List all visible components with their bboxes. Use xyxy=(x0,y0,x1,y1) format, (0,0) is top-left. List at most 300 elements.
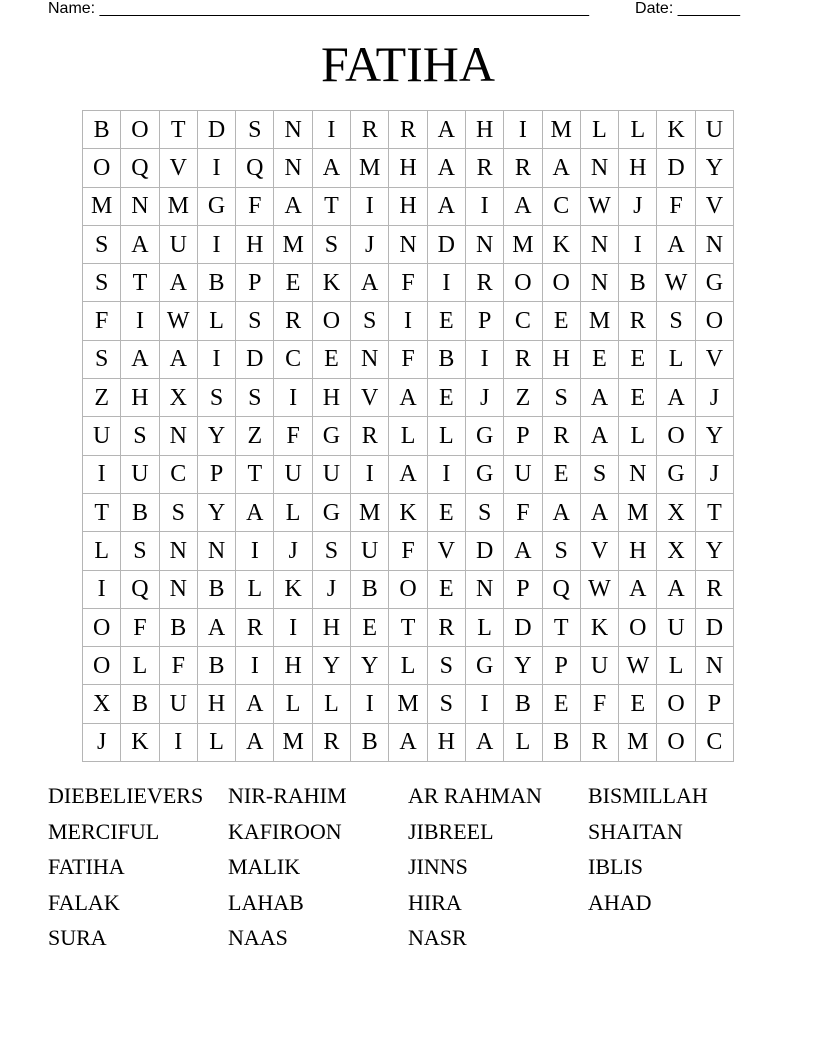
grid-cell[interactable]: O xyxy=(619,609,657,647)
grid-cell[interactable]: I xyxy=(351,685,389,723)
grid-cell[interactable]: J xyxy=(313,571,351,609)
grid-cell[interactable]: N xyxy=(160,571,198,609)
grid-cell[interactable]: S xyxy=(466,494,504,532)
grid-cell[interactable]: R xyxy=(274,302,312,340)
grid-cell[interactable]: A xyxy=(543,149,581,187)
grid-cell[interactable]: A xyxy=(389,724,427,762)
grid-cell[interactable]: M xyxy=(274,724,312,762)
grid-cell[interactable]: E xyxy=(274,264,312,302)
grid-cell[interactable]: S xyxy=(160,494,198,532)
grid-cell[interactable]: E xyxy=(428,571,466,609)
grid-cell[interactable]: A xyxy=(160,264,198,302)
grid-cell[interactable]: N xyxy=(581,264,619,302)
grid-cell[interactable]: J xyxy=(83,724,121,762)
grid-cell[interactable]: B xyxy=(198,647,236,685)
grid-cell[interactable]: G xyxy=(696,264,734,302)
grid-cell[interactable]: S xyxy=(581,456,619,494)
grid-cell[interactable]: B xyxy=(619,264,657,302)
grid-cell[interactable]: L xyxy=(466,609,504,647)
grid-cell[interactable]: B xyxy=(351,571,389,609)
grid-cell[interactable]: L xyxy=(121,647,159,685)
grid-cell[interactable]: F xyxy=(121,609,159,647)
grid-cell[interactable]: G xyxy=(313,417,351,455)
grid-cell[interactable]: T xyxy=(121,264,159,302)
grid-cell[interactable]: V xyxy=(696,341,734,379)
grid-cell[interactable]: H xyxy=(236,226,274,264)
word-list-item: NIR-RAHIM xyxy=(228,783,347,808)
word-list-item: NASR xyxy=(408,925,467,951)
grid-cell[interactable]: N xyxy=(198,532,236,570)
grid-cell[interactable]: A xyxy=(619,571,657,609)
grid-cell[interactable]: C xyxy=(504,302,542,340)
grid-cell[interactable]: S xyxy=(83,341,121,379)
grid-cell[interactable]: T xyxy=(543,609,581,647)
grid-cell[interactable]: I xyxy=(351,188,389,226)
grid-cell[interactable]: Z xyxy=(504,379,542,417)
grid-cell[interactable]: F xyxy=(504,494,542,532)
grid-cell[interactable]: M xyxy=(581,302,619,340)
grid-cell[interactable]: L xyxy=(198,302,236,340)
grid-cell[interactable]: I xyxy=(236,532,274,570)
grid-cell[interactable]: Y xyxy=(504,647,542,685)
grid-cell[interactable]: K xyxy=(313,264,351,302)
grid-cell[interactable]: X xyxy=(657,532,695,570)
grid-cell[interactable]: E xyxy=(619,685,657,723)
grid-cell[interactable]: R xyxy=(466,264,504,302)
grid-cell[interactable]: S xyxy=(657,302,695,340)
grid-cell[interactable]: S xyxy=(313,532,351,570)
grid-cell[interactable]: H xyxy=(313,379,351,417)
grid-cell[interactable]: F xyxy=(160,647,198,685)
grid-cell[interactable]: I xyxy=(466,188,504,226)
grid-cell[interactable]: L xyxy=(657,341,695,379)
grid-cell[interactable]: T xyxy=(313,188,351,226)
grid-cell[interactable]: L xyxy=(581,111,619,149)
grid-cell[interactable]: F xyxy=(581,685,619,723)
grid-cell[interactable]: U xyxy=(581,647,619,685)
grid-cell[interactable]: U xyxy=(160,685,198,723)
grid-cell[interactable]: G xyxy=(198,188,236,226)
grid-cell[interactable]: L xyxy=(428,417,466,455)
word-list-item: FATIHA xyxy=(48,854,125,880)
grid-cell[interactable]: A xyxy=(428,111,466,149)
grid-cell[interactable]: S xyxy=(236,302,274,340)
grid-cell[interactable]: Z xyxy=(83,379,121,417)
grid-cell[interactable]: R xyxy=(313,724,351,762)
grid-cell[interactable]: N xyxy=(121,188,159,226)
grid-cell[interactable]: N xyxy=(466,226,504,264)
grid-cell[interactable]: D xyxy=(466,532,504,570)
grid-cell[interactable]: A xyxy=(657,379,695,417)
grid-cell[interactable]: O xyxy=(696,302,734,340)
grid-cell[interactable]: W xyxy=(657,264,695,302)
grid-cell[interactable]: S xyxy=(428,647,466,685)
grid-cell[interactable]: E xyxy=(543,302,581,340)
grid-cell[interactable]: O xyxy=(657,724,695,762)
grid-cell[interactable]: K xyxy=(389,494,427,532)
grid-cell[interactable]: E xyxy=(428,494,466,532)
grid-cell[interactable]: M xyxy=(504,226,542,264)
grid-cell[interactable]: T xyxy=(83,494,121,532)
grid-cell[interactable]: A xyxy=(466,724,504,762)
grid-cell[interactable]: I xyxy=(198,341,236,379)
grid-cell[interactable]: B xyxy=(543,724,581,762)
grid-cell[interactable]: W xyxy=(619,647,657,685)
grid-cell[interactable]: L xyxy=(274,494,312,532)
word-list-item: IBLIS xyxy=(588,854,643,880)
grid-cell[interactable]: G xyxy=(657,456,695,494)
grid-cell[interactable]: I xyxy=(83,456,121,494)
grid-cell[interactable]: U xyxy=(274,456,312,494)
grid-cell[interactable]: L xyxy=(83,532,121,570)
grid-cell[interactable]: M xyxy=(274,226,312,264)
grid-cell[interactable]: B xyxy=(121,494,159,532)
grid-cell[interactable]: I xyxy=(121,302,159,340)
grid-cell[interactable]: H xyxy=(619,149,657,187)
grid-cell[interactable]: P xyxy=(504,571,542,609)
grid-cell[interactable]: Q xyxy=(543,571,581,609)
grid-cell[interactable]: A xyxy=(274,188,312,226)
grid-cell[interactable]: Q xyxy=(236,149,274,187)
grid-cell[interactable]: N xyxy=(160,532,198,570)
grid-cell[interactable]: U xyxy=(696,111,734,149)
grid-cell[interactable]: O xyxy=(313,302,351,340)
grid-cell[interactable]: A xyxy=(236,724,274,762)
grid-cell[interactable]: A xyxy=(121,341,159,379)
grid-cell[interactable]: J xyxy=(351,226,389,264)
grid-cell[interactable]: N xyxy=(389,226,427,264)
grid-cell[interactable]: M xyxy=(619,724,657,762)
grid-cell[interactable]: P xyxy=(696,685,734,723)
grid-cell[interactable]: A xyxy=(389,456,427,494)
grid-cell[interactable]: I xyxy=(466,685,504,723)
grid-cell[interactable]: F xyxy=(274,417,312,455)
grid-cell[interactable]: A xyxy=(160,341,198,379)
grid-cell[interactable]: P xyxy=(236,264,274,302)
grid-cell[interactable]: H xyxy=(274,647,312,685)
grid-cell[interactable]: K xyxy=(657,111,695,149)
grid-cell[interactable]: I xyxy=(274,609,312,647)
word-list-item: JIBREEL xyxy=(408,818,494,844)
grid-cell[interactable]: D xyxy=(696,609,734,647)
grid-cell[interactable]: A xyxy=(351,264,389,302)
grid-cell[interactable]: L xyxy=(619,111,657,149)
grid-cell[interactable]: W xyxy=(581,188,619,226)
grid-cell[interactable]: M xyxy=(543,111,581,149)
grid-cell[interactable]: R xyxy=(504,341,542,379)
word-list-item: SURA xyxy=(48,925,107,951)
grid-cell[interactable]: R xyxy=(428,609,466,647)
grid-cell[interactable]: I xyxy=(428,456,466,494)
grid-cell[interactable]: A xyxy=(657,571,695,609)
grid-cell[interactable]: P xyxy=(198,456,236,494)
word-list-item: AR RAHMAN xyxy=(408,783,542,808)
grid-cell[interactable]: N xyxy=(274,149,312,187)
grid-cell[interactable]: O xyxy=(657,417,695,455)
grid-cell[interactable]: E xyxy=(313,341,351,379)
word-list-item: NAAS xyxy=(228,925,288,951)
grid-cell[interactable]: O xyxy=(121,111,159,149)
grid-cell[interactable]: Y xyxy=(198,417,236,455)
grid-cell[interactable]: A xyxy=(581,417,619,455)
word-list-item: DIEBELIEVERS xyxy=(48,783,204,808)
grid-cell[interactable]: F xyxy=(657,188,695,226)
grid-cell[interactable]: R xyxy=(619,302,657,340)
grid-cell[interactable]: A xyxy=(581,494,619,532)
grid-cell[interactable]: K xyxy=(581,609,619,647)
grid-cell[interactable]: G xyxy=(466,417,504,455)
grid-cell[interactable]: H xyxy=(198,685,236,723)
grid-cell[interactable]: O xyxy=(543,264,581,302)
grid-cell[interactable]: S xyxy=(236,111,274,149)
grid-cell[interactable]: P xyxy=(543,647,581,685)
grid-cell[interactable]: A xyxy=(504,188,542,226)
grid-cell[interactable]: U xyxy=(351,532,389,570)
grid-cell[interactable]: Y xyxy=(696,417,734,455)
grid-cell[interactable]: S xyxy=(198,379,236,417)
grid-cell[interactable]: L xyxy=(274,685,312,723)
grid-cell[interactable]: U xyxy=(504,456,542,494)
word-list-item: SHAITAN xyxy=(588,818,683,844)
grid-cell[interactable]: A xyxy=(198,609,236,647)
grid-cell[interactable]: L xyxy=(198,724,236,762)
grid-cell[interactable]: I xyxy=(619,226,657,264)
grid-cell[interactable]: Q xyxy=(121,571,159,609)
grid-cell[interactable]: D xyxy=(428,226,466,264)
grid-cell[interactable]: U xyxy=(160,226,198,264)
grid-cell[interactable]: M xyxy=(389,685,427,723)
grid-cell[interactable]: D xyxy=(198,111,236,149)
grid-cell[interactable]: B xyxy=(83,111,121,149)
grid-cell[interactable]: H xyxy=(543,341,581,379)
grid-cell[interactable]: S xyxy=(543,379,581,417)
grid-cell[interactable]: V xyxy=(160,149,198,187)
grid-cell[interactable]: S xyxy=(543,532,581,570)
grid-cell[interactable]: N xyxy=(466,571,504,609)
grid-cell[interactable]: H xyxy=(121,379,159,417)
grid-cell[interactable]: P xyxy=(466,302,504,340)
grid-cell[interactable]: X xyxy=(657,494,695,532)
grid-cell[interactable]: H xyxy=(313,609,351,647)
grid-cell[interactable]: O xyxy=(389,571,427,609)
grid-cell[interactable]: E xyxy=(619,379,657,417)
grid-cell[interactable]: I xyxy=(236,647,274,685)
grid-cell[interactable]: I xyxy=(466,341,504,379)
grid-cell[interactable]: F xyxy=(389,341,427,379)
grid-cell[interactable]: V xyxy=(581,532,619,570)
grid-cell[interactable]: J xyxy=(274,532,312,570)
grid-cell[interactable]: M xyxy=(351,494,389,532)
grid-cell[interactable]: D xyxy=(504,609,542,647)
grid-cell[interactable]: O xyxy=(657,685,695,723)
grid-cell[interactable]: N xyxy=(160,417,198,455)
grid-cell[interactable]: C xyxy=(274,341,312,379)
grid-cell[interactable]: E xyxy=(581,341,619,379)
word-list-item: LAHAB xyxy=(228,889,304,915)
grid-cell[interactable]: N xyxy=(696,647,734,685)
grid-cell[interactable]: A xyxy=(389,379,427,417)
grid-cell[interactable]: M xyxy=(619,494,657,532)
grid-cell[interactable]: A xyxy=(313,149,351,187)
grid-cell[interactable]: I xyxy=(198,226,236,264)
grid-cell[interactable]: A xyxy=(428,188,466,226)
grid-cell[interactable]: V xyxy=(428,532,466,570)
grid-cell[interactable]: P xyxy=(504,417,542,455)
grid-cell[interactable]: H xyxy=(389,188,427,226)
grid-cell[interactable]: A xyxy=(121,226,159,264)
grid-cell[interactable]: O xyxy=(504,264,542,302)
grid-cell[interactable]: I xyxy=(160,724,198,762)
grid-cell[interactable]: Y xyxy=(696,149,734,187)
grid-cell[interactable]: B xyxy=(160,609,198,647)
grid-cell[interactable]: J xyxy=(696,456,734,494)
grid-cell[interactable]: O xyxy=(83,647,121,685)
grid-cell[interactable]: Y xyxy=(696,532,734,570)
grid-cell[interactable]: N xyxy=(619,456,657,494)
grid-cell[interactable]: U xyxy=(83,417,121,455)
grid-cell[interactable]: Y xyxy=(313,647,351,685)
grid-cell[interactable]: Q xyxy=(121,149,159,187)
grid-cell[interactable]: R xyxy=(351,111,389,149)
grid-cell[interactable]: R xyxy=(466,149,504,187)
grid-cell[interactable]: L xyxy=(657,647,695,685)
grid-cell[interactable]: C xyxy=(696,724,734,762)
grid-cell[interactable]: K xyxy=(543,226,581,264)
grid-cell[interactable]: A xyxy=(657,226,695,264)
grid-cell[interactable]: L xyxy=(389,647,427,685)
grid-cell[interactable]: R xyxy=(696,571,734,609)
grid-cell[interactable]: L xyxy=(313,685,351,723)
grid-cell[interactable]: U xyxy=(313,456,351,494)
grid-cell[interactable]: B xyxy=(121,685,159,723)
grid-cell[interactable]: U xyxy=(657,609,695,647)
grid-cell[interactable]: A xyxy=(236,685,274,723)
grid-cell[interactable]: M xyxy=(83,188,121,226)
grid-cell[interactable]: N xyxy=(696,226,734,264)
grid-cell[interactable]: N xyxy=(581,226,619,264)
grid-cell[interactable]: Y xyxy=(351,647,389,685)
grid-cell[interactable]: H xyxy=(428,724,466,762)
grid-cell[interactable]: G xyxy=(313,494,351,532)
grid-cell[interactable]: V xyxy=(696,188,734,226)
grid-cell[interactable]: A xyxy=(236,494,274,532)
grid-cell[interactable]: T xyxy=(236,456,274,494)
grid-cell[interactable]: K xyxy=(274,571,312,609)
grid-cell[interactable]: G xyxy=(466,456,504,494)
grid-cell[interactable]: J xyxy=(619,188,657,226)
grid-cell[interactable]: S xyxy=(428,685,466,723)
grid-cell[interactable]: G xyxy=(466,647,504,685)
grid-cell[interactable]: F xyxy=(236,188,274,226)
grid-cell[interactable]: T xyxy=(389,609,427,647)
grid-cell[interactable]: H xyxy=(619,532,657,570)
grid-cell[interactable]: O xyxy=(83,609,121,647)
grid-cell[interactable]: R xyxy=(389,111,427,149)
grid-cell[interactable]: F xyxy=(83,302,121,340)
grid-cell[interactable]: I xyxy=(428,264,466,302)
grid-cell[interactable]: U xyxy=(121,456,159,494)
grid-cell[interactable]: R xyxy=(543,417,581,455)
grid-cell[interactable]: A xyxy=(504,532,542,570)
grid-cell[interactable]: F xyxy=(389,264,427,302)
grid-cell[interactable]: L xyxy=(619,417,657,455)
grid-cell[interactable]: E xyxy=(428,379,466,417)
grid-cell[interactable]: V xyxy=(351,379,389,417)
grid-cell[interactable]: Z xyxy=(236,417,274,455)
grid-cell[interactable]: O xyxy=(83,149,121,187)
grid-cell[interactable]: I xyxy=(198,149,236,187)
grid-cell[interactable]: L xyxy=(389,417,427,455)
grid-cell[interactable]: B xyxy=(198,264,236,302)
grid-cell[interactable]: W xyxy=(581,571,619,609)
grid-cell[interactable]: N xyxy=(581,149,619,187)
grid-cell[interactable]: R xyxy=(236,609,274,647)
grid-cell[interactable]: T xyxy=(696,494,734,532)
grid-cell[interactable]: X xyxy=(160,379,198,417)
grid-cell[interactable]: I xyxy=(313,111,351,149)
grid-cell[interactable]: X xyxy=(83,685,121,723)
grid-cell[interactable]: N xyxy=(351,341,389,379)
grid-cell[interactable]: A xyxy=(428,149,466,187)
grid-cell[interactable]: E xyxy=(428,302,466,340)
grid-cell[interactable]: S xyxy=(236,379,274,417)
grid-cell[interactable]: W xyxy=(160,302,198,340)
grid-cell[interactable]: J xyxy=(696,379,734,417)
grid-cell[interactable]: E xyxy=(543,456,581,494)
grid-cell[interactable]: T xyxy=(160,111,198,149)
grid-cell[interactable]: D xyxy=(236,341,274,379)
grid-cell[interactable]: I xyxy=(351,456,389,494)
grid-cell[interactable]: I xyxy=(83,571,121,609)
grid-cell[interactable]: R xyxy=(351,417,389,455)
grid-cell[interactable]: R xyxy=(504,149,542,187)
grid-cell[interactable]: S xyxy=(83,264,121,302)
grid-cell[interactable]: K xyxy=(121,724,159,762)
grid-cell[interactable]: E xyxy=(543,685,581,723)
grid-cell[interactable]: R xyxy=(581,724,619,762)
grid-cell[interactable]: Y xyxy=(198,494,236,532)
grid-cell[interactable]: H xyxy=(466,111,504,149)
grid-cell[interactable]: D xyxy=(657,149,695,187)
grid-cell[interactable]: H xyxy=(389,149,427,187)
grid-cell[interactable]: S xyxy=(313,226,351,264)
grid-cell[interactable]: B xyxy=(504,685,542,723)
grid-cell[interactable]: S xyxy=(83,226,121,264)
grid-cell[interactable]: S xyxy=(351,302,389,340)
grid-cell[interactable]: A xyxy=(581,379,619,417)
grid-cell[interactable]: I xyxy=(274,379,312,417)
grid-cell[interactable]: B xyxy=(428,341,466,379)
grid-cell[interactable]: I xyxy=(389,302,427,340)
grid-cell[interactable]: E xyxy=(351,609,389,647)
grid-cell[interactable]: F xyxy=(389,532,427,570)
grid-cell[interactable]: C xyxy=(160,456,198,494)
grid-cell[interactable]: L xyxy=(236,571,274,609)
grid-cell[interactable]: M xyxy=(160,188,198,226)
grid-cell[interactable]: I xyxy=(504,111,542,149)
grid-cell[interactable]: B xyxy=(351,724,389,762)
grid-cell[interactable]: C xyxy=(543,188,581,226)
grid-cell[interactable]: J xyxy=(466,379,504,417)
grid-cell[interactable]: L xyxy=(504,724,542,762)
grid-cell[interactable]: S xyxy=(121,417,159,455)
grid-cell[interactable]: B xyxy=(198,571,236,609)
grid-cell[interactable]: A xyxy=(543,494,581,532)
grid-cell[interactable]: S xyxy=(121,532,159,570)
grid-cell[interactable]: N xyxy=(274,111,312,149)
grid-cell[interactable]: M xyxy=(351,149,389,187)
grid-cell[interactable]: E xyxy=(619,341,657,379)
